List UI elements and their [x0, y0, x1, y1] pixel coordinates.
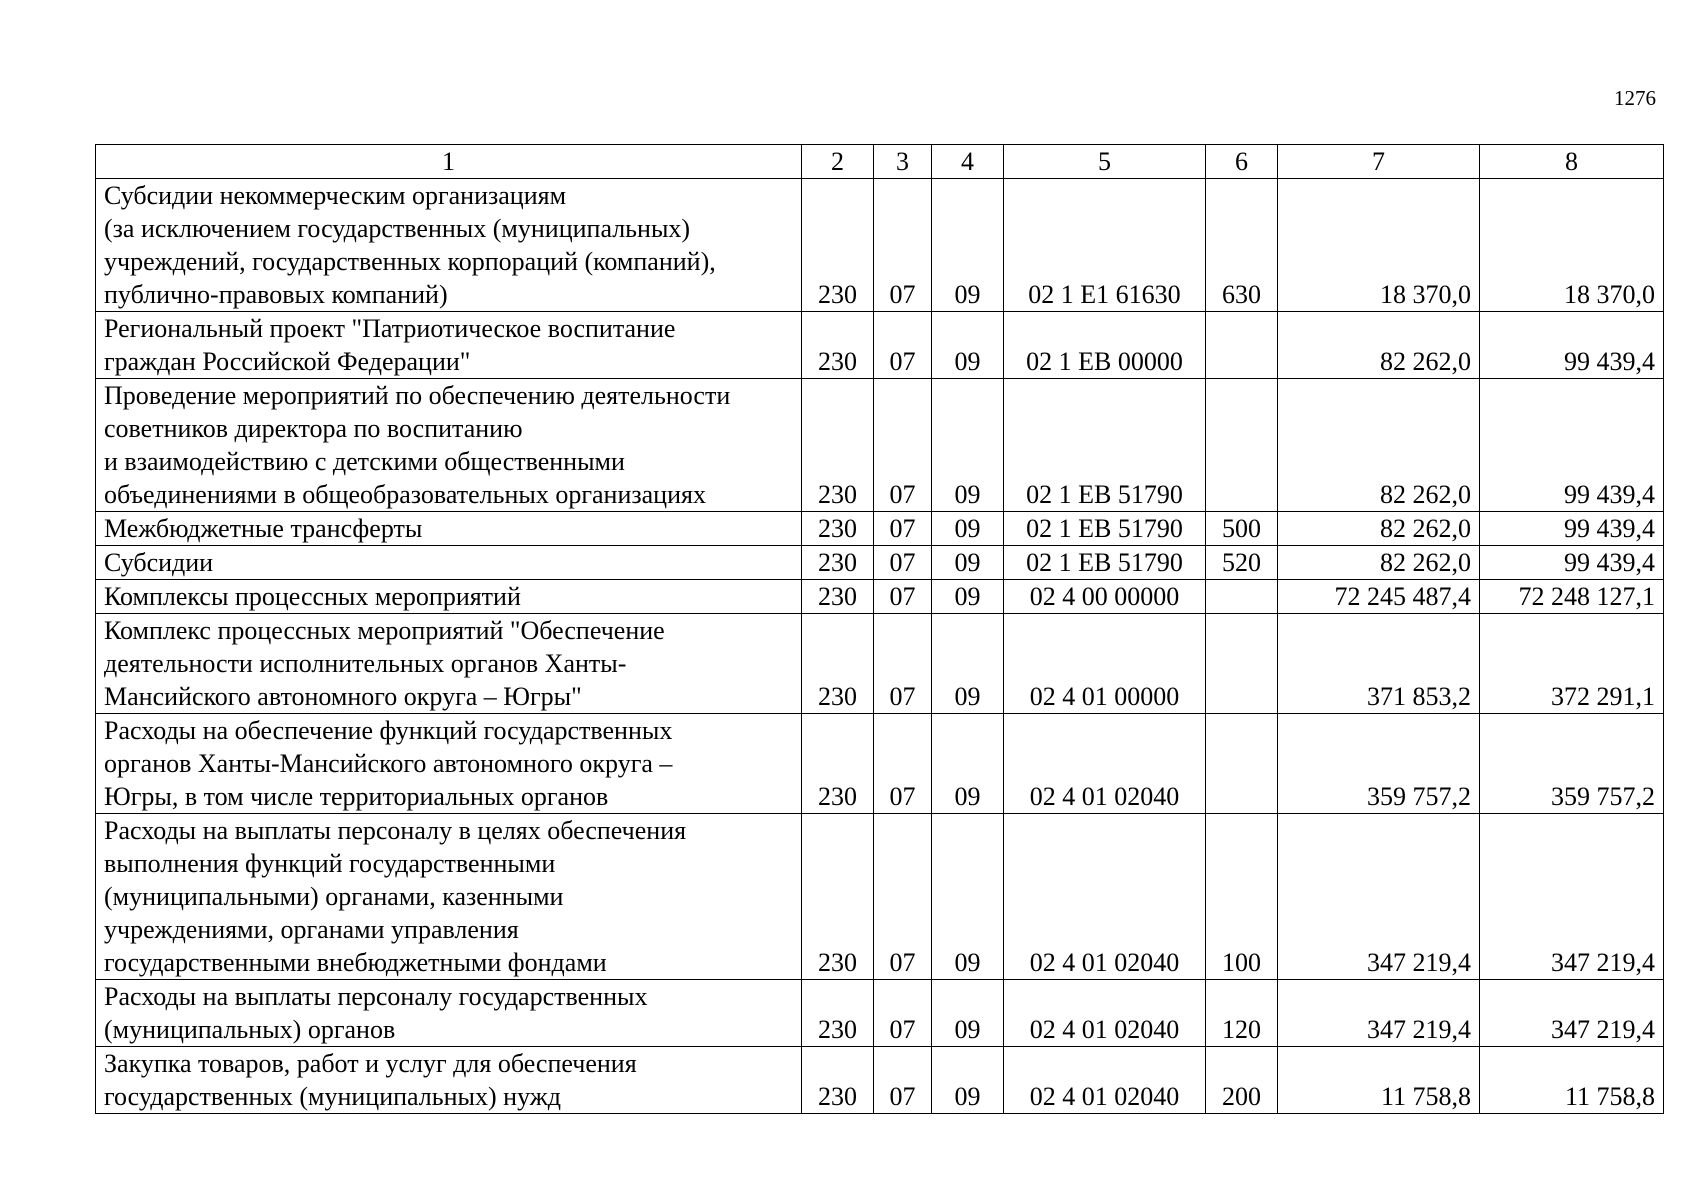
amount-col7-cell: 18 370,0	[1278, 179, 1480, 312]
ministry-code-cell: 230	[802, 512, 874, 546]
subsection-code-cell: 09	[932, 1047, 1004, 1114]
row-name-cell: Межбюджетные трансферты	[96, 512, 802, 546]
amount-col8-cell: 99 439,4	[1480, 379, 1664, 512]
section-code-cell: 07	[874, 546, 932, 580]
section-code-cell: 07	[874, 980, 932, 1047]
amount-col7-cell: 371 853,2	[1278, 614, 1480, 714]
target-article-cell: 02 4 01 02040	[1004, 714, 1206, 814]
expense-type-cell: 520	[1206, 546, 1278, 580]
table-row	[96, 379, 1664, 512]
page-number: 1276	[1614, 86, 1656, 110]
expense-type-cell	[1206, 714, 1278, 814]
subsection-code-cell: 09	[932, 312, 1004, 379]
expense-type-cell: 500	[1206, 512, 1278, 546]
table-row	[96, 580, 1664, 614]
ministry-code-cell: 230	[802, 614, 874, 714]
column-header: 6	[1206, 145, 1278, 179]
table-row	[96, 614, 1664, 714]
target-article-cell: 02 4 01 02040	[1004, 980, 1206, 1047]
expense-type-cell: 100	[1206, 814, 1278, 980]
row-name-cell: Комплексы процессных мероприятий	[96, 580, 802, 614]
ministry-code-cell: 230	[802, 312, 874, 379]
section-code-cell: 07	[874, 714, 932, 814]
subsection-code-cell: 09	[932, 179, 1004, 312]
row-name-cell: Расходы на обеспечение функций государственных органов Ханты-Мансийского автономного округа – Югры, в том числе территориальных органов	[96, 714, 802, 814]
section-code-cell: 07	[874, 1047, 932, 1114]
ministry-code-cell: 230	[802, 580, 874, 614]
subsection-code-cell: 09	[932, 580, 1004, 614]
table-row	[96, 179, 1664, 312]
amount-col7-cell: 347 219,4	[1278, 980, 1480, 1047]
section-code-cell: 07	[874, 814, 932, 980]
subsection-code-cell: 09	[932, 980, 1004, 1047]
table-row	[96, 1047, 1664, 1114]
amount-col8-cell: 99 439,4	[1480, 512, 1664, 546]
column-header: 8	[1480, 145, 1664, 179]
expense-type-cell: 200	[1206, 1047, 1278, 1114]
table-row	[96, 546, 1664, 580]
amount-col8-cell: 18 370,0	[1480, 179, 1664, 312]
row-name-cell: Субсидии	[96, 546, 802, 580]
row-name-cell: Закупка товаров, работ и услуг для обеспечения государственных (муниципальных) нужд	[96, 1047, 802, 1114]
amount-col8-cell: 99 439,4	[1480, 312, 1664, 379]
ministry-code-cell: 230	[802, 379, 874, 512]
amount-col7-cell: 82 262,0	[1278, 512, 1480, 546]
section-code-cell: 07	[874, 512, 932, 546]
expense-type-cell	[1206, 580, 1278, 614]
ministry-code-cell: 230	[802, 814, 874, 980]
table-row	[96, 980, 1664, 1047]
amount-col8-cell: 347 219,4	[1480, 814, 1664, 980]
column-header: 5	[1004, 145, 1206, 179]
expense-type-cell: 630	[1206, 179, 1278, 312]
target-article-cell: 02 1 EB 51790	[1004, 546, 1206, 580]
expense-type-cell	[1206, 379, 1278, 512]
ministry-code-cell: 230	[802, 980, 874, 1047]
target-article-cell: 02 4 01 00000	[1004, 614, 1206, 714]
subsection-code-cell: 09	[932, 614, 1004, 714]
table-row	[96, 714, 1664, 814]
subsection-code-cell: 09	[932, 714, 1004, 814]
table-header	[96, 145, 1664, 179]
target-article-cell: 02 1 EB 00000	[1004, 312, 1206, 379]
amount-col7-cell: 82 262,0	[1278, 379, 1480, 512]
section-code-cell: 07	[874, 614, 932, 714]
column-header: 3	[874, 145, 932, 179]
section-code-cell: 07	[874, 179, 932, 312]
ministry-code-cell: 230	[802, 1047, 874, 1114]
table-row	[96, 312, 1664, 379]
target-article-cell: 02 4 01 02040	[1004, 1047, 1206, 1114]
section-code-cell: 07	[874, 312, 932, 379]
section-code-cell: 07	[874, 379, 932, 512]
amount-col8-cell: 11 758,8	[1480, 1047, 1664, 1114]
amount-col7-cell: 347 219,4	[1278, 814, 1480, 980]
expense-type-cell	[1206, 312, 1278, 379]
row-name-cell: Региональный проект "Патриотическое воспитание граждан Российской Федерации"	[96, 312, 802, 379]
column-header: 7	[1278, 145, 1480, 179]
section-code-cell: 07	[874, 580, 932, 614]
subsection-code-cell: 09	[932, 512, 1004, 546]
amount-col8-cell: 72 248 127,1	[1480, 580, 1664, 614]
ministry-code-cell: 230	[802, 714, 874, 814]
subsection-code-cell: 09	[932, 814, 1004, 980]
header-row	[96, 145, 1664, 179]
target-article-cell: 02 1 E1 61630	[1004, 179, 1206, 312]
row-name-cell: Расходы на выплаты персоналу в целях обеспечения выполнения функций государственными (муниципальными) органами, казенными учреждениями, органами управления государственными внебюджетными фондами	[96, 814, 802, 980]
subsection-code-cell: 09	[932, 379, 1004, 512]
amount-col8-cell: 359 757,2	[1480, 714, 1664, 814]
amount-col8-cell: 372 291,1	[1480, 614, 1664, 714]
table-row	[96, 814, 1664, 980]
ministry-code-cell: 230	[802, 546, 874, 580]
amount-col8-cell: 347 219,4	[1480, 980, 1664, 1047]
row-name-cell: Субсидии некоммерческим организациям (за исключением государственных (муниципальных) учреждений, государственных корпораций (компаний), публично-правовых компаний)	[96, 179, 802, 312]
row-name-cell: Комплекс процессных мероприятий "Обеспечение деятельности исполнительных органов Ханты- Мансийского автономного округа – Югры"	[96, 614, 802, 714]
expense-type-cell	[1206, 614, 1278, 714]
amount-col7-cell: 359 757,2	[1278, 714, 1480, 814]
column-header: 4	[932, 145, 1004, 179]
expense-type-cell: 120	[1206, 980, 1278, 1047]
subsection-code-cell: 09	[932, 546, 1004, 580]
target-article-cell: 02 4 00 00000	[1004, 580, 1206, 614]
amount-col7-cell: 11 758,8	[1278, 1047, 1480, 1114]
target-article-cell: 02 4 01 02040	[1004, 814, 1206, 980]
row-name-cell: Расходы на выплаты персоналу государственных (муниципальных) органов	[96, 980, 802, 1047]
amount-col7-cell: 82 262,0	[1278, 312, 1480, 379]
amount-col7-cell: 82 262,0	[1278, 546, 1480, 580]
budget-table	[95, 144, 1664, 1114]
table-row	[96, 512, 1664, 546]
table-body	[96, 179, 1664, 1114]
column-header: 1	[96, 145, 802, 179]
ministry-code-cell: 230	[802, 179, 874, 312]
column-header: 2	[802, 145, 874, 179]
amount-col8-cell: 99 439,4	[1480, 546, 1664, 580]
amount-col7-cell: 72 245 487,4	[1278, 580, 1480, 614]
row-name-cell: Проведение мероприятий по обеспечению деятельности советников директора по воспитанию и взаимодействию с детскими общественными объединениями в общеобразовательных организациях	[96, 379, 802, 512]
target-article-cell: 02 1 EB 51790	[1004, 512, 1206, 546]
target-article-cell: 02 1 EB 51790	[1004, 379, 1206, 512]
